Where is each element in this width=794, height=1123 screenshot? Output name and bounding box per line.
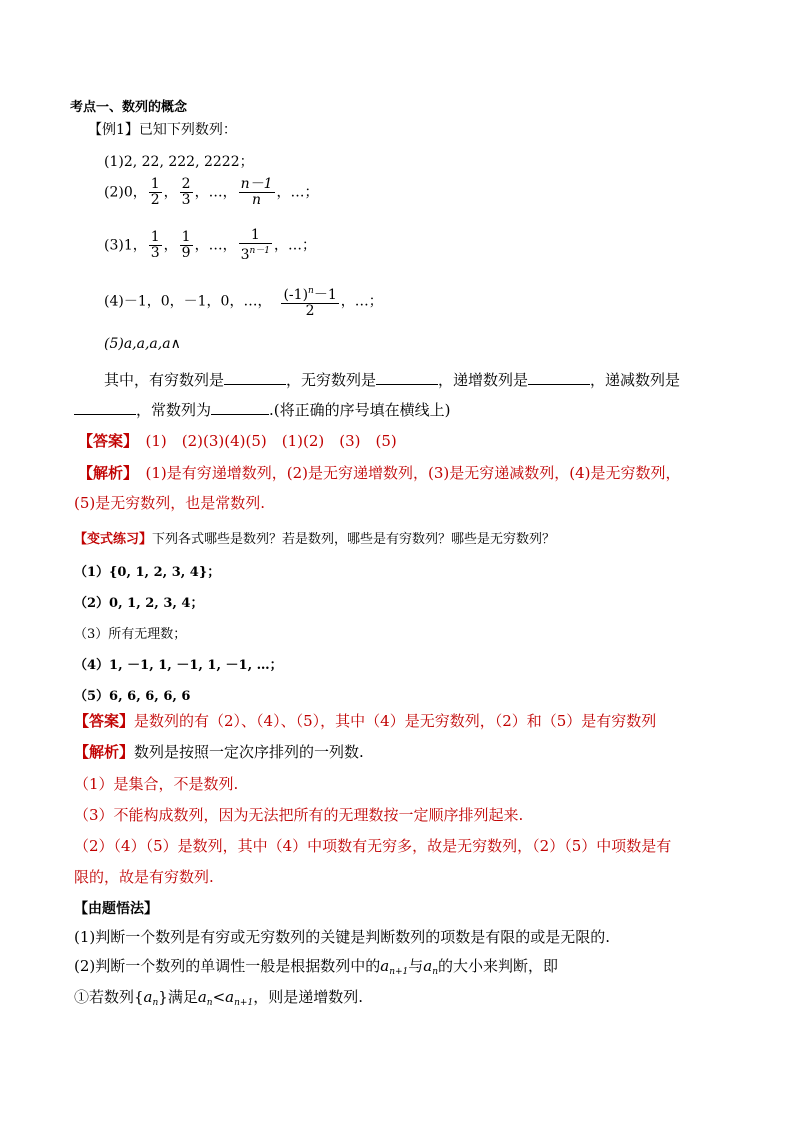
term-symbol: a	[143, 988, 153, 1006]
example-intro-line	[88, 119, 237, 139]
fraction	[281, 284, 338, 319]
answer-blank[interactable]	[376, 370, 438, 385]
insight-text: }满足	[158, 988, 198, 1006]
sequence-term	[380, 957, 408, 975]
fraction-denominator: 9	[181, 245, 191, 261]
fraction-numerator: 1	[150, 176, 160, 192]
term-symbol: a	[423, 957, 433, 975]
analysis-tag: 【解析】	[78, 464, 131, 482]
fraction-numerator: 1	[181, 229, 191, 245]
power-exponent: n－1	[249, 246, 271, 256]
power-base: (-1)	[283, 287, 309, 303]
item3-prefix: (3)1，	[104, 237, 147, 254]
question-text: .(将正确的序号填在横线上)	[269, 401, 451, 419]
question-text: ，递减数列是	[590, 371, 681, 389]
sequence-term	[225, 988, 253, 1006]
item2-suffix: ，…；	[276, 184, 319, 201]
fraction	[239, 177, 275, 208]
variant-analysis-item: （3）不能构成数列，因为无法把所有的无理数按一定顺序排列起来.	[74, 806, 524, 824]
variant-question-line	[74, 528, 555, 547]
variant-item: （2）0, 1, 2, 3, 4；	[74, 596, 204, 611]
answer-tag: 【答案】	[74, 712, 135, 730]
example-item-1: (1)2, 22, 222, 2222；	[104, 154, 254, 170]
sequence-term	[423, 957, 438, 975]
insight-text: 与	[408, 957, 424, 975]
analysis-line-2: (5)是无穷数列，也是常数列.	[74, 494, 266, 512]
example-item-5: (5)a,a,a,a∧	[104, 336, 181, 352]
variant-tag: 【变式练习】	[74, 532, 153, 547]
sequence-term	[144, 988, 159, 1006]
item4-prefix: (4)－1，0，－1，0，…，	[104, 293, 272, 310]
fraction	[149, 177, 162, 208]
insight-text: ，则是递增数列.	[253, 988, 363, 1006]
answer-text: 是数列的有（2）、（4）、（5），其中（4）是无穷数列，（2）和（5）是有穷数列	[134, 712, 657, 730]
item4-suffix: ，…；	[340, 293, 383, 310]
term-subscript: n	[206, 998, 213, 1008]
insight-text: (2)判断一个数列的单调性一般是根据数列中的	[74, 957, 381, 975]
answer-tag: 【答案】	[78, 432, 131, 450]
section-title: 考点一、数列的概念	[70, 100, 188, 115]
power-base: 3	[240, 247, 250, 263]
item2-prefix: (2)0，	[104, 184, 147, 201]
question-text: ，常数列为	[136, 401, 212, 419]
fraction-numerator: n－1	[240, 176, 273, 192]
analysis-text: 数列是按照一定次序排列的一列数.	[134, 743, 364, 761]
analysis-tag: 【解析】	[74, 743, 135, 761]
example-item-2: (2)0， $\frac{1}{2}$ ， $\frac{2}{3}$ ，…， $\frac{n-1}{n}$ ，…；	[104, 176, 319, 208]
fraction-numerator: 1	[150, 229, 160, 245]
term-symbol: a	[380, 957, 390, 975]
fraction	[180, 177, 193, 208]
question-text: ，无穷数列是	[286, 371, 377, 389]
term-symbol: a	[225, 988, 235, 1006]
variant-analysis-item: （2）（4）（5）是数列，其中（4）中项数有无穷多，故是无穷数列，（2）（5）中项数是有	[74, 837, 672, 855]
term-subscript: n	[432, 967, 439, 977]
item3-suffix: ，…；	[274, 237, 317, 254]
answer-blank[interactable]	[528, 370, 590, 385]
fraction-denominator	[239, 243, 272, 263]
insight-line-3	[74, 986, 363, 1008]
fraction-denominator: 3	[181, 192, 191, 208]
fraction-denominator: 2	[281, 303, 338, 319]
example-tag: 【例1】	[88, 122, 139, 138]
term-subscript: n+1	[389, 967, 409, 977]
variant-item: （1）{0, 1, 2, 3, 4}；	[74, 565, 221, 580]
fraction-denominator: 3	[150, 245, 160, 261]
variant-analysis-item: 限的，故是有穷数列.	[74, 868, 214, 886]
less-than-sign: <	[212, 988, 226, 1006]
term-subscript: n+1	[234, 998, 254, 1008]
insight-line-2	[74, 955, 558, 977]
analysis-line-1	[78, 462, 681, 483]
fraction-numerator: 1	[250, 227, 260, 243]
answer-blank[interactable]	[211, 400, 269, 415]
analysis-text: (1)是有穷递增数列，(2)是无穷递增数列，(3)是无穷递减数列，(4)是无穷数列，	[145, 464, 681, 482]
fraction-denominator: 2	[150, 192, 160, 208]
variant-analysis-item: （1）是集合，不是数列.	[74, 775, 239, 793]
answer-line	[78, 430, 397, 451]
insight-text: 的大小来判断，即	[438, 957, 559, 975]
fraction-numerator: 2	[181, 176, 191, 192]
term-symbol: a	[197, 988, 207, 1006]
question-line-2	[74, 399, 451, 420]
question-text: ，递增数列是	[438, 371, 529, 389]
variant-answer-line	[74, 710, 656, 731]
example-item-3: (3)1， $\frac{1}{3}$ ， $\frac{1}{9}$ ，…， $\frac{1}{3^{n-1}}$ ，…；	[104, 227, 317, 263]
variant-item: （5）6, 6, 6, 6, 6	[74, 689, 191, 704]
insight-line-1: (1)判断一个数列是有穷或无穷数列的关键是判断数列的项数是有限的或是无限的.	[74, 928, 611, 946]
example-intro: 已知下列数列：	[138, 122, 237, 138]
answer-text: (1) (2)(3)(4)(5) (1)(2) (3) (5)	[145, 432, 397, 450]
fraction-denominator: n	[239, 192, 275, 208]
variant-item: （3）所有无理数；	[74, 627, 187, 642]
power-exponent: n	[308, 286, 314, 296]
answer-blank[interactable]	[224, 370, 286, 385]
fraction-numerator	[281, 284, 338, 303]
fraction	[149, 230, 162, 261]
term-subscript: n	[152, 998, 159, 1008]
sequence-term	[198, 988, 213, 1006]
insight-text: ①若数列{	[74, 988, 144, 1006]
example-item-4	[104, 284, 383, 319]
item3-dots: ，…，	[194, 237, 237, 254]
variant-item: （4）1, －1, 1, －1, 1, －1, …；	[74, 658, 283, 673]
insight-tag: 【由题悟法】	[74, 901, 158, 917]
fraction	[239, 228, 272, 263]
item2-dots: ，…，	[194, 184, 237, 201]
question-text: 其中，有穷数列是	[104, 371, 225, 389]
answer-blank[interactable]	[74, 400, 136, 415]
variant-question: 下列各式哪些是数列？若是数列，哪些是有穷数列？哪些是无穷数列？	[152, 532, 556, 547]
fraction	[180, 230, 193, 261]
question-line-1	[104, 369, 680, 390]
variant-analysis-line	[74, 741, 364, 762]
numerator-tail: －1	[313, 287, 337, 303]
